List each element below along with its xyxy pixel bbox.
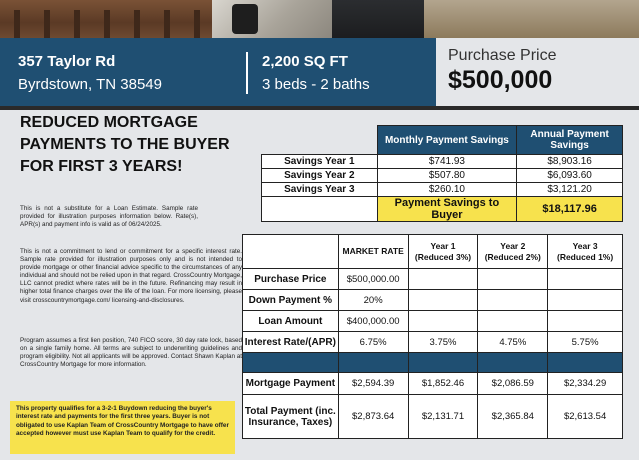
interest-rate-row-label: Interest Rate/(APR) [243,332,339,353]
mortgage-payment-row-label: Mortgage Payment [243,373,339,395]
city-state-zip: Byrdstown, TN 38549 [18,76,162,93]
purchase-price-value: $500,000 [448,66,553,94]
purchase-price-label: Purchase Price [448,47,557,64]
loan-amount-row-label: Loan Amount [243,311,339,332]
year3-subtitle: (Reduced 1%) [556,251,614,262]
year2-title: Year 2 [500,240,526,251]
table-row [243,332,623,353]
year3-header [548,235,623,269]
header-rule [0,106,639,110]
deck-photo [0,0,212,38]
total-payment-year1: $2,131.71 [408,395,478,439]
mortgage-payment-year1: $1,852.46 [408,373,478,395]
purchase-price-box [436,38,639,106]
savings-table [261,125,623,222]
down-payment-market: 20% [338,290,408,311]
savings-table-corner [262,126,378,155]
table-row [262,155,623,169]
monthly-savings-header: Monthly Payment Savings [377,126,517,155]
year2-header [478,235,548,269]
loan-amount-market: $400,000.00 [338,311,408,332]
table-row [243,269,623,290]
annual-savings-value: $8,903.16 [517,155,623,169]
rate-table-corner [243,235,339,269]
monthly-savings-value: $741.93 [377,155,517,169]
year1-header [408,235,478,269]
savings-total-blank [262,197,378,222]
total-payment-year3: $2,613.54 [548,395,623,439]
street-address: 357 Taylor Rd [18,53,116,70]
mortgage-payment-year3: $2,334.29 [548,373,623,395]
savings-total-value: $18,117.96 [517,197,623,222]
table-separator-bar [243,353,623,373]
year1-subtitle: (Reduced 3%) [414,251,472,262]
interest-rate-year1: 3.75% [408,332,478,353]
annual-savings-value: $6,093.60 [517,169,623,183]
appliance-photo [332,0,424,38]
savings-row-label: Savings Year 1 [262,155,378,169]
disclaimer-program: Program assumes a first lien position, 740 FICO score, 30 day rate lock, based on a single family home. All terms are subject to underwriting guidelines and program eligibility. Not all applicants will be approved. Contact Shawn Kaplan at CrossCountry Mortgage for more information. [20,337,242,369]
total-payment-row-label: Total Payment (inc. Insurance, Taxes) [243,395,339,439]
total-payment-market: $2,873.64 [338,395,408,439]
year3-title: Year 3 [572,240,598,251]
savings-row-label: Savings Year 3 [262,183,378,197]
savings-total-label: Payment Savings to Buyer [377,197,517,222]
annual-savings-value: $3,121.20 [517,183,623,197]
buydown-callout: This property qualifies for a 3-2-1 Buydown reducing the buyer's interest rate and payments for the first three years. Buyer is not obligated to use Kaplan Team of CrossCountry Mortgage to have offer accepted however must use Kaplan Team to qualify for the credit. [10,401,235,454]
disclaimer-commitment: This is not a commitment to lend or commitment for a specific interest rate. Sample rate provided for illustration purposes only and is not intended to provide mortgage or other financial advice specific to the circumstances of any individual and should not be relied upon in that regard. CrossCountry Mortgage, LLC cannot predict where rates will be in the future. Refinancing may result in higher total finance charges over the life of the loan. For more licensing, please visit crosscountrymortgage.com/ licensing-and-disclosures. [20,248,242,304]
property-info-banner [0,38,436,106]
monthly-savings-value: $260.10 [377,183,517,197]
interest-rate-year2: 4.75% [478,332,548,353]
exterior-photo [424,0,639,38]
savings-row-label: Savings Year 2 [262,169,378,183]
market-rate-header: MARKET RATE [338,235,408,269]
interest-rate-market: 6.75% [338,332,408,353]
total-payment-year2: $2,365.84 [478,395,548,439]
table-row [262,183,623,197]
beds-baths: 3 beds - 2 baths [262,76,370,93]
table-row [243,311,623,332]
rate-comparison-table [242,234,623,439]
table-row [262,169,623,183]
table-row [243,395,623,439]
year1-title: Year 1 [430,240,456,251]
square-footage: 2,200 SQ FT [262,53,348,70]
table-row [243,290,623,311]
interest-rate-year3: 5.75% [548,332,623,353]
purchase-price-row-label: Purchase Price [243,269,339,290]
headline: REDUCED MORTGAGE PAYMENTS TO THE BUYER FOR FIRST 3 YEARS! [20,114,230,175]
monthly-savings-value: $507.80 [377,169,517,183]
property-photo-strip [0,0,639,38]
down-payment-row-label: Down Payment % [243,290,339,311]
mortgage-payment-market: $2,594.39 [338,373,408,395]
mortgage-payment-year2: $2,086.59 [478,373,548,395]
table-row [243,373,623,395]
purchase-price-market: $500,000.00 [338,269,408,290]
interior-photo [212,0,332,38]
annual-savings-header: Annual Payment Savings [517,126,623,155]
banner-divider [246,52,248,94]
disclaimer-loan-estimate: This is not a substitute for a Loan Estimate. Sample rate provided for illustration purposes information below. Rate(s), APR(s) and payment info is valid as of 06/24/2025. [20,205,198,229]
year2-subtitle: (Reduced 2%) [484,251,541,262]
